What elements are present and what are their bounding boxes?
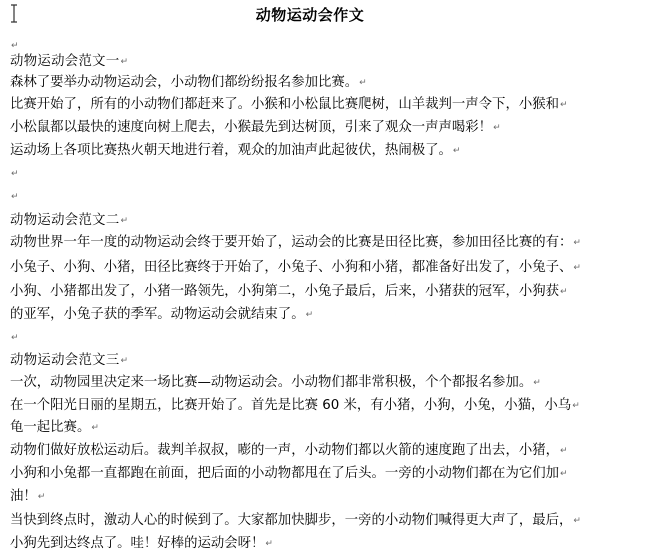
empty-line bbox=[10, 328, 655, 348]
line-text: 的亚军，小兔子获的季军。动物运动会就结束了。 bbox=[10, 307, 305, 322]
paragraph-mark-icon: ↵ bbox=[573, 238, 581, 248]
paragraph-mark-icon: ↵ bbox=[265, 539, 273, 549]
paragraph-mark-icon: ↵ bbox=[533, 378, 541, 388]
line-text: 小狗、小猪都出发了，小猪一路领先，小狗第二，小兔子最后，后来，小猪获的冠军，小狗获 bbox=[10, 284, 560, 299]
line-text: 龟一起比赛。 bbox=[10, 420, 91, 435]
paragraph-mark-icon: ↵ bbox=[305, 310, 314, 320]
empty-line bbox=[10, 187, 655, 207]
text-line bbox=[10, 233, 655, 253]
line-text: 运动场上各项比赛热火朝天地进行着，观众的加油声此起彼伏，热闹极了。 bbox=[10, 143, 452, 158]
paragraph-mark-icon: ↵ bbox=[573, 263, 581, 273]
paragraph-mark-icon: ↵ bbox=[91, 423, 99, 433]
paragraph-mark-icon: ↵ bbox=[560, 469, 568, 479]
line-text: 动物运动会范文三 bbox=[10, 353, 120, 368]
line-text: 动物运动会范文一 bbox=[10, 54, 120, 69]
line-text: 在一个阳光日丽的星期五，比赛开始了。首先是比赛 60 米，有小猪，小狗，小兔，小猫，小乌 bbox=[10, 398, 572, 413]
paragraph-mark-icon: ↵ bbox=[560, 287, 568, 297]
text-line bbox=[10, 73, 655, 93]
document-title: 动物运动会作文 bbox=[255, 6, 365, 24]
line-text: 小狗先到达终点了。哇！好棒的运动会呀！ bbox=[10, 536, 265, 551]
paragraph-mark-icon: ↵ bbox=[11, 169, 19, 179]
line-text: 油！ bbox=[10, 489, 37, 504]
text-line bbox=[10, 534, 655, 554]
line-text: 动物世界一年一度的动物运动会终于要开始了，运动会的比赛是田径比赛，参加田径比赛的有： bbox=[10, 235, 573, 250]
text-line bbox=[10, 95, 655, 115]
paragraph-mark-icon: ↵ bbox=[120, 57, 129, 67]
line-text: 比赛开始了，所有的小动物们都赶来了。小猴和小松鼠比赛爬树，山羊裁判一声令下，小猴和 bbox=[10, 97, 560, 112]
paragraph-mark-icon: ↵ bbox=[37, 492, 46, 502]
paragraph-mark-icon: ↵ bbox=[359, 78, 367, 88]
paragraph-mark-icon: ↵ bbox=[120, 356, 129, 366]
line-text: 动物运动会范文二 bbox=[10, 213, 120, 228]
paragraph-mark-icon: ↵ bbox=[11, 41, 19, 51]
text-line bbox=[10, 441, 655, 461]
text-line bbox=[10, 511, 655, 531]
text-line bbox=[10, 282, 655, 302]
text-line bbox=[10, 418, 655, 438]
line-text: 小松鼠都以最快的速度向树上爬去，小猴最先到达树顶，引来了观众一声声喝彩！ bbox=[10, 120, 493, 135]
paragraph-mark-icon: ↵ bbox=[573, 516, 581, 526]
text-line bbox=[10, 141, 655, 161]
paragraph-mark-icon: ↵ bbox=[120, 216, 129, 226]
empty-line bbox=[10, 164, 655, 184]
line-text: 当快到终点时，激动人心的时候到了。大家都加快脚步，一旁的小动物们喊得更大声了，最后， bbox=[10, 513, 573, 528]
section-heading bbox=[10, 351, 655, 371]
paragraph-mark-icon: ↵ bbox=[11, 333, 19, 343]
section-heading bbox=[10, 52, 655, 72]
text-line bbox=[10, 258, 655, 278]
text-line bbox=[10, 373, 655, 393]
line-text: 动物们做好放松运动后。裁判羊叔叔，嘭的一声，小动物们都以火箭的速度跑了出去，小猪， bbox=[10, 443, 560, 458]
text-line bbox=[10, 118, 655, 138]
line-text: 小兔子、小狗、小猪，田径比赛终于开始了，小兔子、小狗和小猪，都准备好出发了，小兔子、 bbox=[10, 260, 573, 275]
paragraph-mark-icon: ↵ bbox=[493, 123, 501, 133]
section-heading bbox=[10, 211, 655, 231]
text-line bbox=[10, 464, 655, 484]
text-line bbox=[10, 487, 655, 507]
line-text: 小狗和小兔都一直都跑在前面，把后面的小动物都甩在了后头。一旁的小动物们都在为它们加 bbox=[10, 466, 560, 481]
paragraph-mark-icon: ↵ bbox=[572, 401, 580, 411]
line-text: 森林了要举办动物运动会，小动物们都纷纷报名参加比赛。 bbox=[10, 75, 359, 90]
text-line bbox=[10, 305, 655, 325]
line-text: 一次，动物园里决定来一场比赛—动物运动会。小动物们都非常积极，个个都报名参加。 bbox=[10, 375, 533, 390]
paragraph-mark-icon: ↵ bbox=[560, 446, 568, 456]
paragraph-mark-icon: ↵ bbox=[11, 192, 19, 202]
paragraph-mark-icon: ↵ bbox=[560, 100, 568, 110]
paragraph-mark-icon: ↵ bbox=[452, 146, 461, 156]
text-line bbox=[10, 396, 655, 416]
